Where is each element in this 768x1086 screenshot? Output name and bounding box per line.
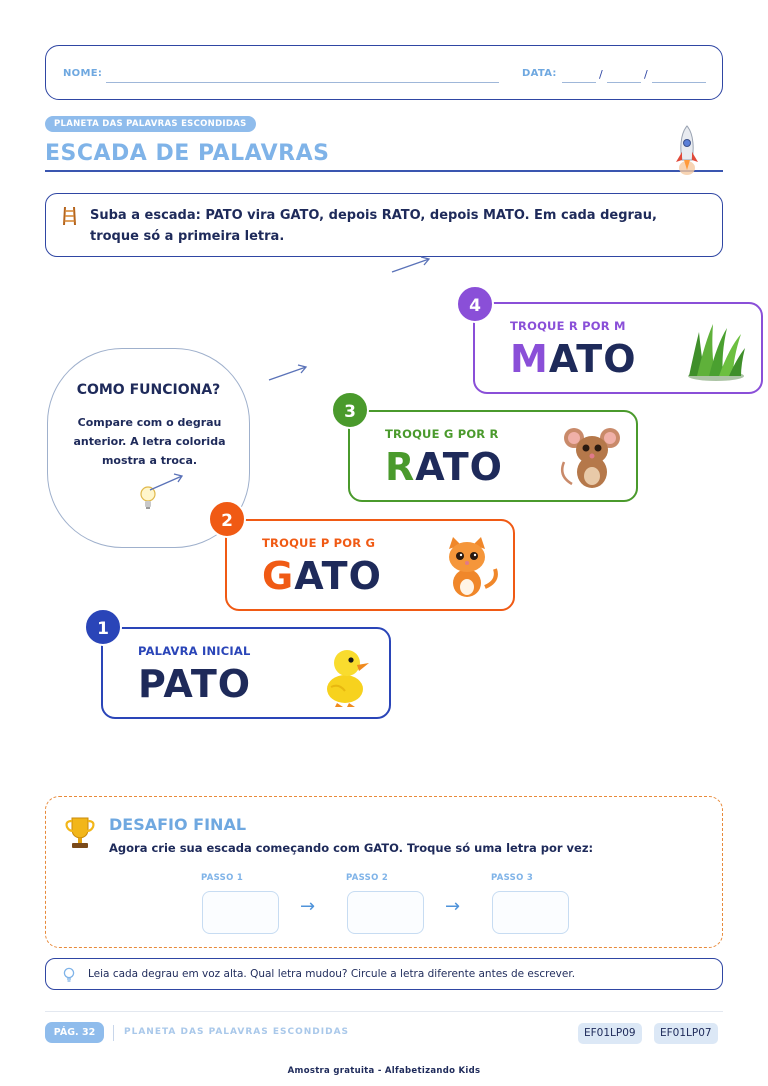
footer-separator (113, 1025, 114, 1041)
footer-title: PLANETA DAS PALAVRAS ESCONDIDAS (124, 1027, 350, 1037)
step-number-badge: 4 (456, 285, 494, 323)
step-word (262, 553, 382, 599)
step-word (385, 444, 503, 490)
title-divider (45, 170, 723, 172)
step-number-badge: 1 (84, 608, 122, 646)
step-card-1 (101, 627, 391, 719)
word-rest: ATO (163, 662, 252, 706)
duck-icon (311, 643, 377, 709)
instruction-text: Suba a escada: PATO vira GATO, depois RATO, depois MATO. Em cada degrau, troque só a primeira letra. (90, 208, 657, 244)
step-2-label: PASSO 2 (346, 873, 389, 883)
curriculum-code: EF01LP09 (578, 1023, 642, 1044)
arrow-icon: → (300, 896, 316, 917)
word-rest: ATO (548, 337, 637, 381)
rocket-icon (672, 124, 702, 176)
trophy-icon (64, 815, 96, 851)
date-separator: / (599, 68, 603, 81)
date-day-field[interactable] (562, 82, 596, 83)
arrow-icon (267, 363, 311, 383)
word-rest: ATO (294, 554, 382, 598)
challenge-text: Agora crie sua escada começando com GATO. Troque só uma letra por vez: (109, 841, 594, 855)
step-word (138, 661, 251, 707)
word-rest: ATO (415, 445, 503, 489)
sample-credit: Amostra gratuita - Alfabetizando Kids (287, 1066, 481, 1076)
arrow-icon (148, 472, 188, 494)
step-1-input[interactable] (202, 891, 279, 934)
step-instruction: TROQUE P POR G (262, 536, 376, 550)
date-year-field[interactable] (652, 82, 706, 83)
date-separator: / (644, 68, 648, 81)
ladder-icon (62, 206, 78, 226)
instruction-box (45, 193, 723, 257)
step-1-label: PASSO 1 (201, 873, 244, 883)
page-title: ESCADA DE PALAVRAS (45, 141, 330, 166)
page-number: PÁG. 32 (45, 1022, 104, 1043)
step-card-2 (225, 519, 515, 611)
section-pill: PLANETA DAS PALAVRAS ESCONDIDAS (45, 116, 256, 132)
arrow-icon (390, 255, 434, 275)
changed-letter: G (262, 554, 295, 598)
step-instruction: PALAVRA INICIAL (138, 644, 251, 658)
name-field[interactable] (106, 82, 499, 83)
how-it-works-heading: COMO FUNCIONA? (76, 382, 221, 398)
lightbulb-icon (63, 967, 75, 983)
step-2-input[interactable] (347, 891, 424, 934)
footer-divider (45, 1011, 723, 1012)
changed-letter: M (510, 337, 549, 381)
date-month-field[interactable] (607, 82, 641, 83)
step-card-4 (473, 302, 763, 394)
name-label: NOME: (63, 68, 103, 79)
changed-letter: R (385, 445, 416, 489)
step-instruction: TROQUE G POR R (385, 427, 499, 441)
cat-icon (435, 535, 501, 601)
tip-text: Leia cada degrau em voz alta. Qual letra mudou? Circule a letra diferente antes de escrever. (88, 968, 576, 980)
grass-icon (683, 318, 749, 384)
step-card-3 (348, 410, 638, 502)
step-number-badge: 3 (331, 391, 369, 429)
step-3-input[interactable] (492, 891, 569, 934)
step-3-label: PASSO 3 (491, 873, 534, 883)
how-it-works-text: Compare com o degrau anterior. A letra colorida mostra a troca. (73, 416, 226, 467)
curriculum-code: EF01LP07 (654, 1023, 718, 1044)
final-challenge-box (45, 796, 723, 948)
arrow-icon: → (445, 896, 461, 917)
challenge-heading: DESAFIO FINAL (109, 815, 247, 834)
name-date-box (45, 45, 723, 100)
step-word (510, 336, 637, 382)
date-label: DATA: (522, 68, 557, 79)
step-instruction: TROQUE R POR M (510, 319, 626, 333)
changed-letter: P (138, 662, 164, 706)
tip-box (45, 958, 723, 990)
step-number-badge: 2 (208, 500, 246, 538)
mouse-icon (558, 426, 624, 492)
